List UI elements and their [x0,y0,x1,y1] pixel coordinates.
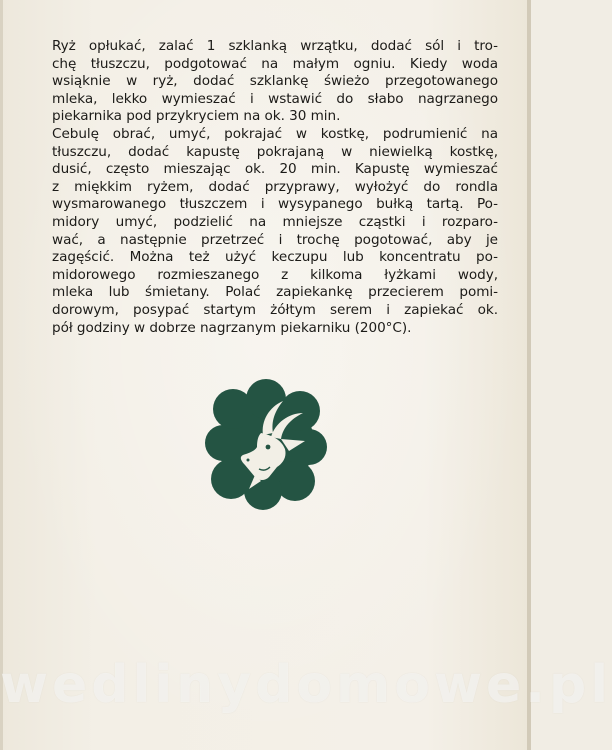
recipe-paragraph-cabbage [52,126,498,337]
text-line: dusić, często mieszając ok. 20 min. Kapustę wymieszać [52,161,498,178]
page-left-edge [0,0,3,750]
goat-emblem-icon [205,377,327,511]
text-line: wsiąknie w ryż, dodać szklankę świeżo przegotowanego [52,73,498,90]
text-line: mleka, lekko wymieszać i wstawić do słabo nagrzanego [52,90,498,107]
text-line: midorowego rozmieszanego z kilkoma łyżkami wody, [52,266,498,283]
watermark-text: wedlinydomowe.pl [0,655,612,715]
text-line: chę tłuszczu, podgotować na małym ogniu. Kiedy woda [52,55,498,72]
text-line: wać, a następnie przetrzeć i trochę pogotować, aby je [52,231,498,248]
text-line: mleka lub śmietany. Polać zapiekankę przecierem pomi- [52,284,498,301]
text-line: wysmarowanego tłuszczem i wysypanego bułką tartą. Po- [52,196,498,213]
text-line: zagęścić. Można też użyć keczupu lub koncentratu po- [52,249,498,266]
page-right-edge [527,0,531,750]
text-line: piekarnika pod przykryciem na ok. 30 min. [52,108,341,125]
text-line: z miękkim ryżem, dodać przyprawy, wyłożyć do rondla [52,178,498,195]
text-line: midory umyć, podzielić na mniejsze cząstki i rozparo- [52,213,498,230]
text-line: tłuszczu, dodać kapustę pokrajaną w niewielką kostkę, [52,143,498,160]
recipe-paragraph-rice [52,38,498,126]
recipe-text [52,38,498,337]
text-line: pół godziny w dobrze nagrzanym piekarniku (200°C). [52,319,412,336]
text-line: Cebulę obrać, umyć, pokrajać w kostkę, podrumienić na [52,125,498,142]
text-line: Ryż opłukać, zalać 1 szklanką wrzątku, dodać sól i tro- [52,38,498,54]
text-line: dorowym, posypać startym żółtym serem i zapiekać ok. [52,301,498,318]
